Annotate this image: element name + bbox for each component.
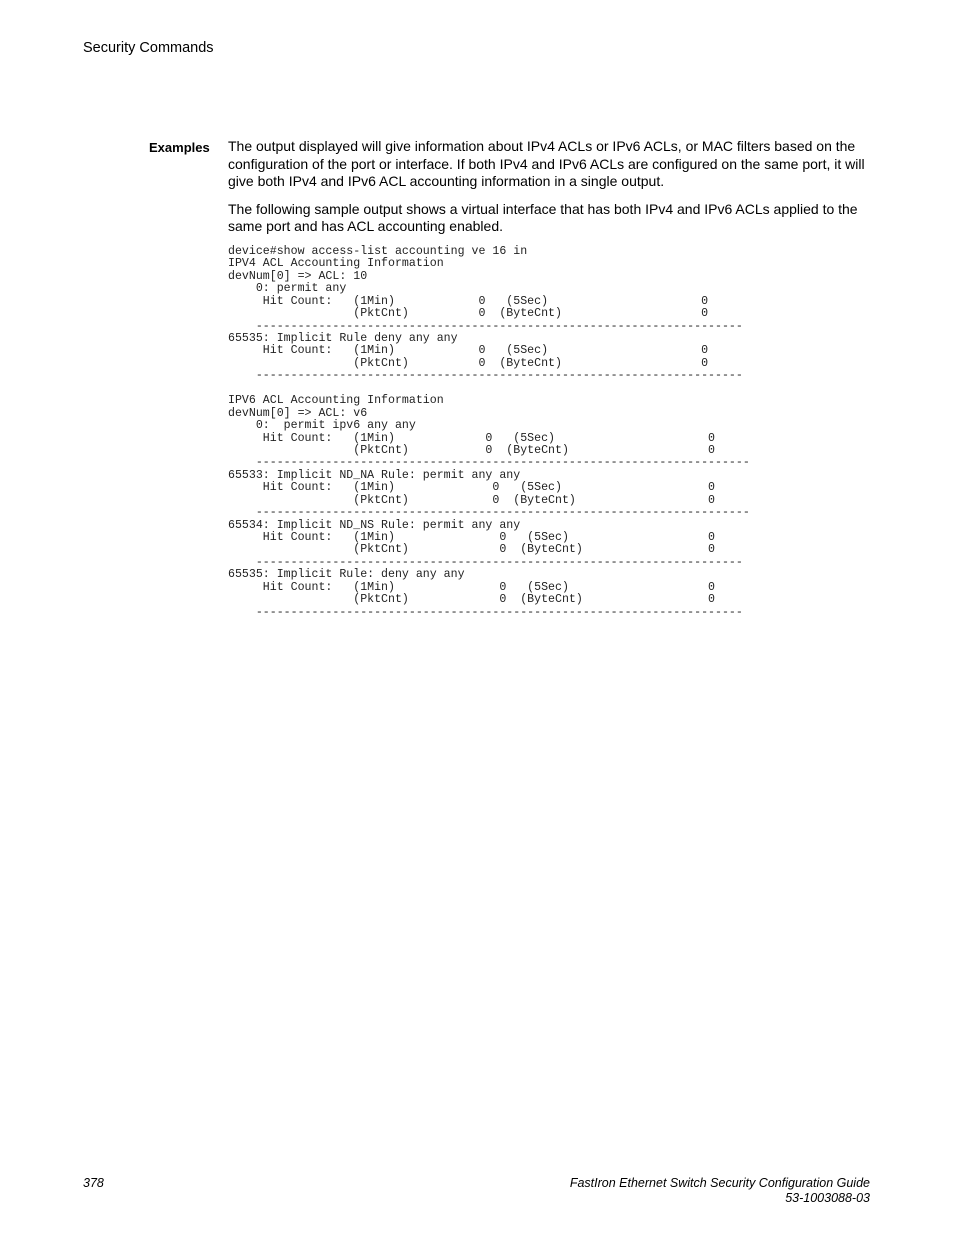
body-column [228,138,873,619]
code-line: Hit Count: (1Min) 0 (5Sec) 0 [228,580,716,594]
sample-output-paragraph: The following sample output shows a virtual interface that has both IPv4 and IPv6 ACLs applied to the same port and has ACL accounting enabled. [228,200,858,235]
footer-document-info [570,1176,870,1206]
code-line: Hit Count: (1Min) 0 (5Sec) 0 [228,431,716,445]
code-line: device#show access-list accounting ve 16 in [228,244,528,258]
code-example-block [228,246,873,619]
footer-document-number: 53-1003088-03 [785,1191,870,1205]
code-line: devNum[0] => ACL: 10 [228,269,368,283]
code-line: ---------------------------------------------------------------------- [228,319,743,333]
code-line: Hit Count: (1Min) 0 (5Sec) 0 [228,294,709,308]
code-line: devNum[0] => ACL: v6 [228,406,368,420]
code-line: (PktCnt) 0 (ByteCnt) 0 [228,307,709,321]
code-line: 65533: Implicit ND_NA Rule: permit any any [228,468,521,482]
code-line: (PktCnt) 0 (ByteCnt) 0 [228,443,716,457]
code-line: (PktCnt) 0 (ByteCnt) 0 [228,543,716,557]
page-number: 378 [83,1176,104,1190]
code-line: IPV4 ACL Accounting Information [228,257,444,271]
code-line: 65534: Implicit ND_NS Rule: permit any any [228,518,521,532]
code-line: 0: permit ipv6 any any [228,419,416,433]
code-line: 65535: Implicit Rule deny any any [228,332,458,346]
code-line: Hit Count: (1Min) 0 (5Sec) 0 [228,481,716,495]
intro-paragraph: The output displayed will give information about IPv4 ACLs or IPv6 ACLs, or MAC filters based on the configuration of the port or interface. If both IPv4 and IPv6 ACLs are configured on the same port, it will give both IPv4 and IPv6 ACL accounting information in a single output. [228,138,865,190]
footer-document-title: FastIron Ethernet Switch Security Configuration Guide [569,1176,870,1190]
code-line: 0: permit any [228,282,347,296]
code-line: IPV6 ACL Accounting Information [228,394,444,408]
code-line: Hit Count: (1Min) 0 (5Sec) 0 [228,344,709,358]
code-line: Hit Count: (1Min) 0 (5Sec) 0 [228,531,716,545]
code-line: ---------------------------------------------------------------------- [228,555,743,569]
code-line: (PktCnt) 0 (ByteCnt) 0 [228,493,716,507]
code-line: (PktCnt) 0 (ByteCnt) 0 [228,593,716,607]
running-header: Security Commands [83,40,214,56]
code-line: (PktCnt) 0 (ByteCnt) 0 [228,356,709,370]
code-line: 65535: Implicit Rule: deny any any [228,568,465,582]
code-line: ---------------------------------------------------------------------- [228,605,743,619]
code-line: ----------------------------------------------------------------------- [228,456,750,470]
code-line: ----------------------------------------------------------------------- [228,506,750,520]
code-line: ---------------------------------------------------------------------- [228,369,743,383]
section-label-examples: Examples [149,140,210,155]
